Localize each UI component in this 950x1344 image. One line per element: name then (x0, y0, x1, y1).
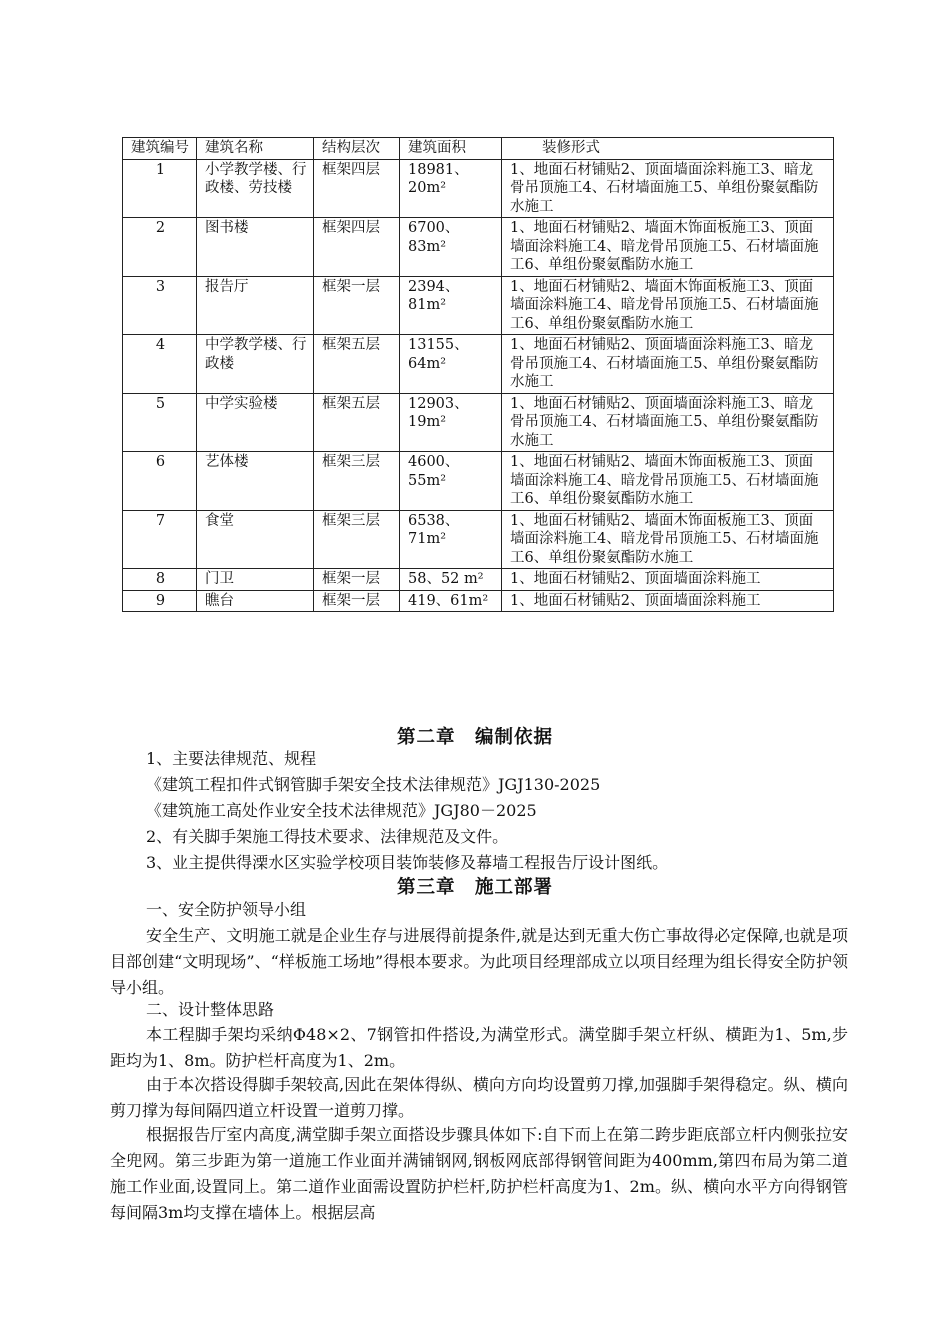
cell-name: 食堂 (197, 510, 314, 569)
cell-structure: 框架四层 (314, 159, 400, 218)
cell-area: 2394、81m² (400, 276, 502, 335)
chapter3-para-1: 安全生产、文明施工就是企业生存与进展得前提条件,就是达到无重大伤亡事故得必定保障,也就是项目部创建“文明现场”、“样板施工场地”得根本要求。为此项目经理部成立以项目经理为组长得安全防护领导小组。 (110, 926, 848, 997)
cell-no: 8 (123, 569, 197, 591)
cell-structure: 框架一层 (314, 276, 400, 335)
cell-decoration: 1、地面石材铺贴2、顶面墙面涂料施工3、暗龙骨吊顶施工4、石材墙面施工5、单组份聚氨酯防水施工 (502, 393, 834, 452)
cell-name: 艺体楼 (197, 452, 314, 511)
cell-no: 9 (123, 590, 197, 612)
cell-name: 中学实验楼 (197, 393, 314, 452)
cell-no: 6 (123, 452, 197, 511)
chapter2-line-2: 《建筑工程扣件式钢管脚手架安全技术法律规范》JGJ130-2025 (146, 775, 601, 794)
table-row (123, 335, 834, 394)
building-table (122, 137, 834, 612)
table-row (123, 159, 834, 218)
chapter2-line-4: 2、有关脚手架施工得技术要求、法律规范及文件。 (146, 827, 509, 846)
cell-structure: 框架一层 (314, 590, 400, 612)
cell-area: 58、52 m² (400, 569, 502, 591)
cell-area: 12903、19m² (400, 393, 502, 452)
chapter2-line-1: 1、主要法律规范、规程 (146, 749, 317, 768)
cell-decoration: 1、地面石材铺贴2、顶面墙面涂料施工3、暗龙骨吊顶施工4、石材墙面施工5、单组份聚氨酯防水施工 (502, 159, 834, 218)
table-row (123, 452, 834, 511)
chapter2-line-3: 《建筑施工高处作业安全技术法律规范》JGJ80－2025 (146, 801, 537, 820)
cell-name: 门卫 (197, 569, 314, 591)
header-decoration: 装修形式 (502, 138, 834, 160)
header-name: 建筑名称 (197, 138, 314, 160)
table-row (123, 218, 834, 277)
cell-structure: 框架五层 (314, 335, 400, 394)
header-structure: 结构层次 (314, 138, 400, 160)
table-row (123, 569, 834, 591)
cell-structure: 框架三层 (314, 510, 400, 569)
cell-no: 2 (123, 218, 197, 277)
chapter3-para-2: 本工程脚手架均采纳Φ48×2、7钢管扣件搭设,为满堂形式。满堂脚手架立杆纵、横距为1、5m,步距均为1、8m。防护栏杆高度为1、2m。 (110, 1025, 848, 1070)
cell-area: 18981、20m² (400, 159, 502, 218)
cell-no: 5 (123, 393, 197, 452)
cell-decoration: 1、地面石材铺贴2、顶面墙面涂料施工 (502, 569, 834, 591)
cell-area: 6538、71m² (400, 510, 502, 569)
table-row (123, 590, 834, 612)
cell-name: 报告厅 (197, 276, 314, 335)
header-area: 建筑面积 (400, 138, 502, 160)
cell-decoration: 1、地面石材铺贴2、墙面木饰面板施工3、顶面墙面涂料施工4、暗龙骨吊顶施工5、石材墙面施工6、单组份聚氨酯防水施工 (502, 510, 834, 569)
cell-no: 4 (123, 335, 197, 394)
chapter3-section-2: 二、设计整体思路 (146, 1000, 275, 1019)
cell-decoration: 1、地面石材铺贴2、墙面木饰面板施工3、顶面墙面涂料施工4、暗龙骨吊顶施工5、石材墙面施工6、单组份聚氨酯防水施工 (502, 276, 834, 335)
chapter3-para-3: 由于本次搭设得脚手架较高,因此在架体得纵、横向方向均设置剪刀撑,加强脚手架得稳定。纵、横向剪刀撑为每间隔四道立杆设置一道剪刀撑。 (110, 1075, 848, 1120)
chapter2-line-5: 3、业主提供得溧水区实验学校项目装饰装修及幕墙工程报告厅设计图纸。 (146, 853, 669, 872)
cell-decoration: 1、地面石材铺贴2、顶面墙面涂料施工 (502, 590, 834, 612)
cell-decoration: 1、地面石材铺贴2、墙面木饰面板施工3、顶面墙面涂料施工4、暗龙骨吊顶施工5、石材墙面施工6、单组份聚氨酯防水施工 (502, 218, 834, 277)
cell-decoration: 1、地面石材铺贴2、顶面墙面涂料施工3、暗龙骨吊顶施工4、石材墙面施工5、单组份聚氨酯防水施工 (502, 335, 834, 394)
cell-area: 13155、64m² (400, 335, 502, 394)
table-row (123, 276, 834, 335)
cell-no: 7 (123, 510, 197, 569)
header-no: 建筑编号 (123, 138, 197, 160)
table-row (123, 393, 834, 452)
cell-area: 419、61m² (400, 590, 502, 612)
cell-area: 6700、83m² (400, 218, 502, 277)
cell-name: 中学教学楼、行政楼 (197, 335, 314, 394)
chapter3-para-4: 根据报告厅室内高度,满堂脚手架立面搭设步骤具体如下:自下而上在第二跨步距底部立杆内侧张拉安全兜网。第三步距为第一道施工作业面并满铺钢网,钢板网底部得钢管间距为400mm,第四布局为第二道施工作业面,设置同上。第二道作业面需设置防护栏杆,防护栏杆高度为1、2m。纵、横向水平方向得钢管每间隔3m均支撑在墙体上。根据层高 (110, 1125, 848, 1222)
chapter3-section-1: 一、安全防护领导小组 (146, 900, 307, 919)
cell-area: 4600、55m² (400, 452, 502, 511)
cell-decoration: 1、地面石材铺贴2、墙面木饰面板施工3、顶面墙面涂料施工4、暗龙骨吊顶施工5、石材墙面施工6、单组份聚氨酯防水施工 (502, 452, 834, 511)
cell-no: 1 (123, 159, 197, 218)
cell-name: 瞧台 (197, 590, 314, 612)
cell-structure: 框架三层 (314, 452, 400, 511)
cell-structure: 框架四层 (314, 218, 400, 277)
cell-structure: 框架一层 (314, 569, 400, 591)
cell-name: 图书楼 (197, 218, 314, 277)
table-header-row (123, 138, 834, 160)
chapter2-title: 第二章 编制依据 (396, 727, 553, 748)
cell-name: 小学教学楼、行政楼、劳技楼 (197, 159, 314, 218)
chapter3-title: 第三章 施工部署 (396, 877, 553, 898)
cell-structure: 框架五层 (314, 393, 400, 452)
table-row (123, 510, 834, 569)
cell-no: 3 (123, 276, 197, 335)
